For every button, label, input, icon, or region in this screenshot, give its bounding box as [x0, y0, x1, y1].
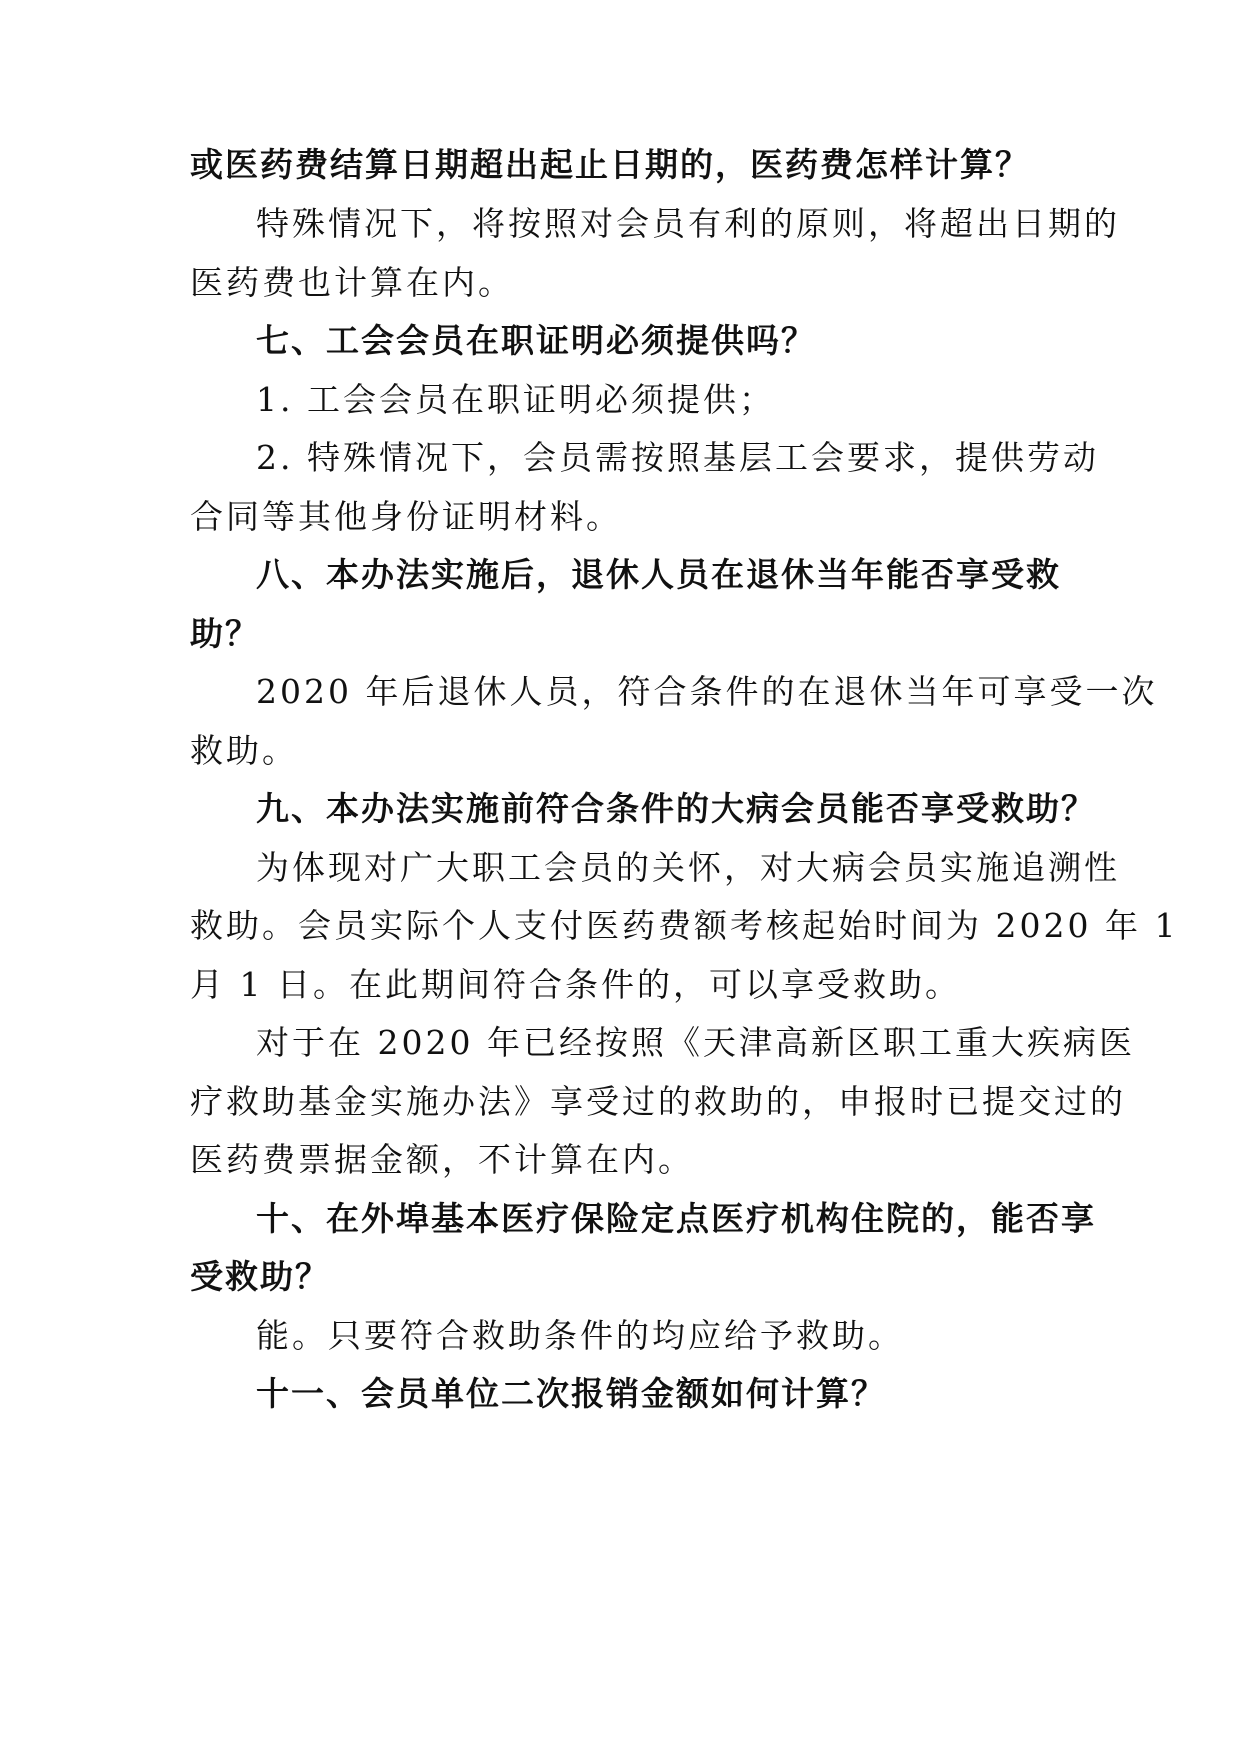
- answer-6-line-1: 特殊情况下，将按照对会员有利的原则，将超出日期的: [256, 204, 1120, 243]
- answer-9-line-5: 疗救助基金实施办法》享受过的救助的，申报时已提交过的: [190, 1082, 1126, 1121]
- answer-6-line-2: 医药费也计算在内。: [190, 263, 514, 302]
- answer-7-item-2-line-1: 2. 特殊情况下，会员需按照基层工会要求，提供劳动: [256, 438, 1099, 477]
- question-continuation: 或医药费结算日期超出起止日期的，医药费怎样计算？: [190, 145, 1030, 184]
- answer-9-line-1: 为体现对广大职工会员的关怀，对大病会员实施追溯性: [256, 848, 1120, 887]
- answer-10: 能。只要符合救助条件的均应给予救助。: [256, 1316, 904, 1355]
- answer-9-line-2: 救助。会员实际个人支付医药费额考核起始时间为 2020 年 1: [190, 906, 1179, 945]
- answer-9-line-3: 月 1 日。在此期间符合条件的，可以享受救助。: [190, 965, 961, 1004]
- question-11-heading: 十一、会员单位二次报销金额如何计算？: [256, 1374, 886, 1413]
- answer-7-item-1: 1. 工会会员在职证明必须提供；: [256, 380, 775, 419]
- question-8-heading-line-2: 助？: [190, 614, 260, 653]
- question-9-heading: 九、本办法实施前符合条件的大病会员能否享受救助？: [256, 789, 1096, 828]
- question-8-heading-line-1: 八、本办法实施后，退休人员在退休当年能否享受救: [256, 555, 1061, 594]
- question-7-heading: 七、工会会员在职证明必须提供吗？: [256, 321, 816, 360]
- answer-7-item-2-line-2: 合同等其他身份证明材料。: [190, 497, 622, 536]
- answer-8-line-1: 2020 年后退休人员，符合条件的在退休当年可享受一次: [256, 672, 1158, 711]
- answer-9-line-6: 医药费票据金额，不计算在内。: [190, 1140, 694, 1179]
- question-10-heading-line-2: 受救助？: [190, 1257, 330, 1296]
- answer-9-line-4: 对于在 2020 年已经按照《天津高新区职工重大疾病医: [256, 1023, 1135, 1062]
- answer-8-line-2: 救助。: [190, 731, 298, 770]
- question-10-heading-line-1: 十、在外埠基本医疗保险定点医疗机构住院的，能否享: [256, 1199, 1096, 1238]
